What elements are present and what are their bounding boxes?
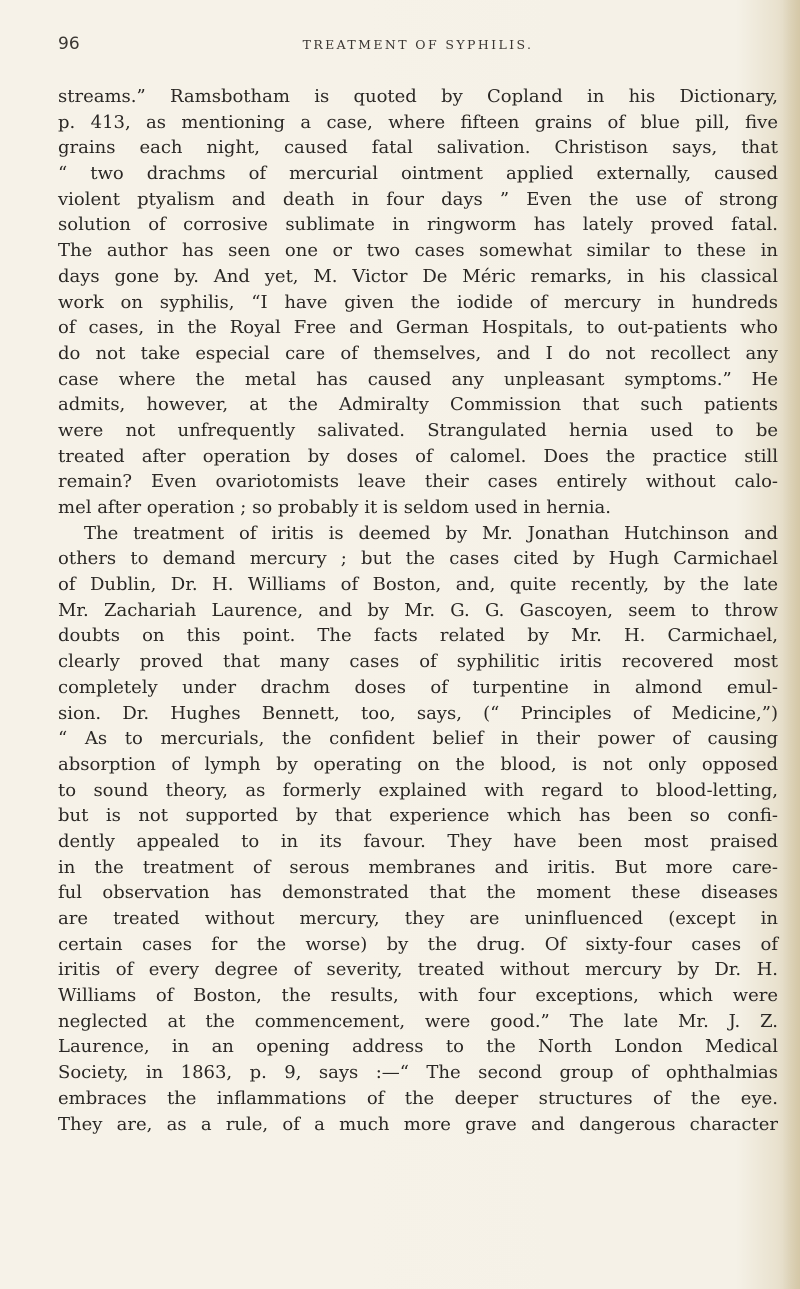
text-line: p. 413, as mentioning a case, where fifteen grains of blue pill, five bbox=[58, 111, 778, 133]
text-line: Mr. Zachariah Laurence, and by Mr. G. G. Gascoyen, seem to throw bbox=[58, 599, 778, 621]
text-line: mel after operation ; so probably it is seldom used in hernia. bbox=[58, 497, 611, 518]
text-line: certain cases for the worse) by the drug. Of sixty-four cases of bbox=[58, 933, 778, 955]
text-line: others to demand mercury ; but the cases cited by Hugh Carmichael bbox=[58, 548, 778, 570]
text-line: admits, however, at the Admiralty Commission that such patients bbox=[58, 394, 778, 416]
text-line: treated after operation by doses of calomel. Does the practice still bbox=[58, 445, 778, 467]
paragraph-start-line: The treatment of iritis is deemed by Mr. Jonathan Hutchinson and bbox=[84, 522, 778, 544]
text-line: neglected at the commencement, were good.” The late Mr. J. Z. bbox=[58, 1010, 778, 1032]
text-line: doubts on this point. The facts related by Mr. H. Carmichael, bbox=[58, 625, 778, 647]
text-line: embraces the inflammations of the deeper structures of the eye. bbox=[58, 1087, 778, 1109]
text-line: ful observation has demonstrated that the moment these diseases bbox=[58, 882, 778, 904]
text-line: dently appealed to in its favour. They have been most praised bbox=[58, 830, 778, 852]
body-text bbox=[58, 84, 778, 1137]
text-line: sion. Dr. Hughes Bennett, too, says, (“ Principles of Medicine,”) bbox=[58, 702, 778, 724]
text-line: Society, in 1863, p. 9, says :—“ The second group of ophthalmias bbox=[58, 1062, 778, 1084]
text-line: Williams of Boston, the results, with four exceptions, which were bbox=[58, 985, 778, 1007]
text-line: They are, as a rule, of a much more grave and dangerous character bbox=[58, 1113, 778, 1135]
text-line: work on syphilis, “I have given the iodide of mercury in hundreds bbox=[58, 291, 778, 313]
running-title: TREATMENT OF SYPHILIS. bbox=[302, 37, 534, 52]
text-line: iritis of every degree of severity, treated without mercury by Dr. H. bbox=[58, 959, 778, 981]
text-line: days gone by. And yet, M. Victor De Méric remarks, in his classical bbox=[58, 265, 778, 287]
text-line: streams.” Ramsbotham is quoted by Copland in his Dictionary, bbox=[58, 86, 778, 107]
text-line: case where the metal has caused any unpleasant symptoms.” He bbox=[58, 368, 778, 390]
text-line: do not take especial care of themselves, and I do not recollect any bbox=[58, 342, 778, 364]
text-line: “ As to mercurials, the confident belief in their power of causing bbox=[58, 728, 778, 750]
page-edge-shadow bbox=[782, 0, 800, 1289]
text-line: of Dublin, Dr. H. Williams of Boston, and, quite recently, by the late bbox=[58, 574, 778, 596]
text-line: to sound theory, as formerly explained with regard to blood-letting, bbox=[58, 779, 778, 801]
text-line: absorption of lymph by operating on the blood, is not only opposed bbox=[58, 753, 778, 775]
text-line: of cases, in the Royal Free and German Hospitals, to out-patients who bbox=[58, 317, 778, 339]
text-line: remain? Even ovariotomists leave their cases entirely without calo- bbox=[58, 471, 778, 493]
text-line: solution of corrosive sublimate in ringworm has lately proved fatal. bbox=[58, 214, 778, 236]
text-line: grains each night, caused fatal salivation. Christison says, that bbox=[58, 137, 778, 159]
text-line: clearly proved that many cases of syphilitic iritis recovered most bbox=[58, 651, 778, 673]
text-line: “ two drachms of mercurial ointment applied externally, caused bbox=[58, 163, 778, 185]
text-line: in the treatment of serous membranes and iritis. But more care- bbox=[58, 856, 778, 878]
text-line: completely under drachm doses of turpentine in almond emul- bbox=[58, 676, 778, 698]
text-line: but is not supported by that experience which has been so confi- bbox=[58, 805, 778, 827]
page-number: 96 bbox=[58, 34, 80, 54]
text-line: were not unfrequently salivated. Strangulated hernia used to be bbox=[58, 419, 778, 441]
page-header bbox=[58, 34, 778, 56]
text-line: are treated without mercury, they are uninfluenced (except in bbox=[58, 908, 778, 929]
text-line: violent ptyalism and death in four days ” Even the use of strong bbox=[58, 188, 778, 210]
text-line: The author has seen one or two cases somewhat similar to these in bbox=[58, 240, 778, 262]
text-line: Laurence, in an opening address to the North London Medical bbox=[58, 1036, 778, 1058]
